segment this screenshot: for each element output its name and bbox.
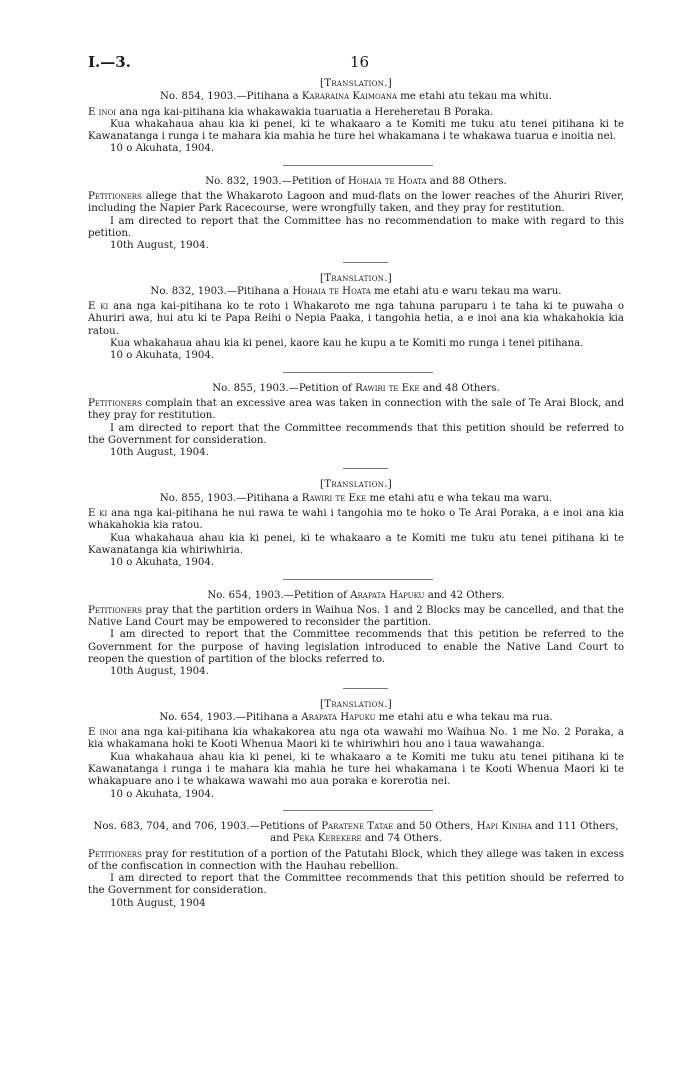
petition-heading: No. 855, 1903.—Petition of Rawiri te Eke and 48 Others.	[212, 382, 500, 394]
petition-section	[88, 176, 624, 253]
petition-body: Petitioners pray for restitution of a portion of the Patutahi Block, which they allege was taken in excess of the confiscation in connection with the Hauhau rebellion.	[88, 848, 624, 872]
report-date: 10th August, 1904.	[110, 447, 209, 459]
committee-report: I am directed to report that the Committee recommends that this petition should be referred to the Government for consideration.	[88, 422, 624, 446]
committee-report: Kua whakahaua ahau kia ki penei, ki te whakaaro a te Komiti me tuku atu tenei pitihana ki te Kawanatanga kia whiriwhiria.	[88, 532, 624, 556]
page-header	[88, 53, 624, 78]
petition-heading: Nos. 683, 704, and 706, 1903.—Petitions of Paratene Tatae and 50 Others, Hapi Kiniha and 111 Others, and Peka Kerekere and 74 Others.	[93, 820, 619, 845]
report-date: 10 o Akuhata, 1904.	[110, 557, 215, 569]
committee-report: Kua whakahaua ahau kia ki penei, kaore kau he kupu a te Komiti mo runga i tenei pitihana.	[110, 338, 584, 350]
committee-report: I am directed to report that the Committee has no recommendation to make with regard to this petition.	[88, 215, 624, 239]
section-divider	[343, 262, 388, 263]
petition-body: E inoi ana nga kai-pitihana kia whakawakia tuaruatia a Hereheretau B Poraka.	[88, 106, 494, 118]
committee-report: Kua whakahaua ahau kia ki penei, ki te whakaaro a te Komiti me tuku atu tenei pitihana ki te Kawanatanga i runga i te mahara kia mahia he ture hei whakamana i te Kooti Whenua Maori ki te whakapuare ano i te whakawa wawahi mo aua poraka e korerotia nei.	[88, 751, 624, 788]
petition-section	[88, 590, 624, 679]
petition-section	[88, 699, 624, 801]
petition-heading: No. 832, 1903.—Pitihana a Hohaia te Hoata me etahi atu e waru tekau ma waru.	[150, 285, 562, 297]
document-page	[88, 53, 625, 910]
committee-report: Kua whakahaua ahau kia ki penei, ki te whakaaro a te Komiti me tuku atu tenei pitihana ki te Kawanatanga i runga i te mahara kia mahia he ture hei whakamana i te whakawa tuarua e inoitia nei.	[88, 118, 624, 143]
translation-label: [Translation.]	[319, 272, 393, 284]
report-date: 10th August, 1904	[110, 897, 206, 909]
petition-section	[88, 273, 624, 363]
petition-heading: No. 654, 1903.—Petition of Arapata Hapuku and 42 Others.	[207, 589, 505, 601]
petition-section	[88, 479, 624, 569]
petition-heading: No. 855, 1903.—Pitihana a Rawiri te Eke me etahi atu e wha tekau ma waru.	[159, 492, 553, 504]
report-date: 10th August, 1904.	[110, 240, 209, 252]
section-divider	[283, 810, 433, 811]
translation-label: [Translation.]	[319, 78, 393, 89]
report-date: 10 o Akuhata, 1904.	[110, 143, 215, 155]
report-date: 10 o Akuhata, 1904.	[110, 788, 215, 800]
report-date: 10th August, 1904.	[110, 666, 209, 678]
section-divider	[283, 579, 433, 580]
petition-body: E ki ana nga kai-pitihana ko te roto i Whakaroto me nga tahuna paruparu i te taha ki te puwaha o Ahuriri awa, hui atu ki te Papa Reihi o Nepia Paaka, i tangohia hetia, a e inoi ana kia whakahokia kia ratou.	[88, 301, 624, 337]
page-number: 16	[350, 53, 370, 71]
parliamentary-paper-ref: I.—3.	[88, 53, 131, 71]
section-divider	[343, 688, 388, 689]
petition-section	[88, 78, 624, 156]
petition-heading: No. 854, 1903.—Pitihana a Kararaina Kaimoana me etahi atu tekau ma whitu.	[160, 91, 552, 103]
petition-body: Petitioners allege that the Whakaroto Lagoon and mud-flats on the lower reaches of the Ahuriri River, including the Napier Park Racecourse, were wrongfully taken, and they pray for restitution.	[88, 191, 624, 215]
petition-body: Petitioners complain that an excessive area was taken in connection with the sale of Te Arai Block, and they pray for restitution.	[88, 397, 624, 422]
section-divider	[283, 165, 433, 166]
report-date: 10 o Akuhata, 1904.	[110, 350, 215, 362]
petition-heading: No. 832, 1903.—Petition of Hohaia te Hoata and 88 Others.	[205, 175, 507, 187]
petition-body: Petitioners pray that the partition orders in Waihua Nos. 1 and 2 Blocks may be cancelled, and that the Native Land Court may be empowered to reconsider the partition.	[88, 604, 624, 629]
section-divider	[343, 468, 388, 469]
petition-body: E ki ana nga kai-pitihana he nui rawa te wahi i tangohia mo te hoko o Te Arai Poraka, a e inoi ana kia whakahokia kia ratou.	[88, 508, 625, 532]
committee-report: I am directed to report that the Committee recommends that this petition be referred to the Government for the purpose of having legislation introduced to enable the Native Land Court to reopen the question of partition of the blocks referred to.	[88, 629, 624, 665]
petition-body: E inoi ana nga kai-pitihana kia whakakorea atu nga ota wawahi mo Waihua No. 1 me No. 2 Poraka, a kia whakamana hoki te Kooti Whenua Maori ki te whiriwhiri hou ano i taua wawahanga.	[88, 727, 624, 751]
translation-label: [Translation.]	[319, 479, 393, 491]
translation-label: [Translation.]	[319, 698, 393, 710]
committee-report: I am directed to report that the Committee recommends that this petition should be referred to the Government for consideration.	[88, 873, 624, 897]
section-divider	[283, 372, 433, 373]
petition-section	[88, 821, 624, 910]
petition-heading: No. 654, 1903.—Pitihana a Arapata Hapuku me etahi atu e wha tekau ma rua.	[159, 711, 553, 723]
petition-section	[88, 383, 624, 460]
